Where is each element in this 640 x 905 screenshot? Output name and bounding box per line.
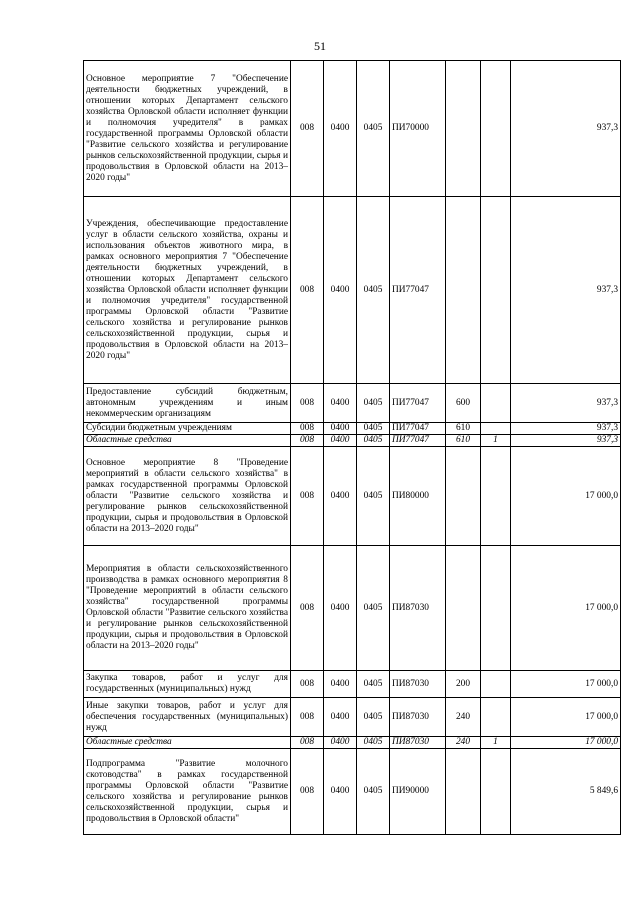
row-source [481, 197, 511, 384]
table-row [84, 698, 621, 737]
row-ministry: 008 [291, 435, 324, 447]
row-source [481, 447, 511, 546]
row-amount: 937,3 [511, 197, 621, 384]
row-program: ПИ80000 [390, 447, 446, 546]
row-program: ПИ90000 [390, 749, 446, 835]
row-section: 0400 [324, 447, 357, 546]
row-amount: 5 849,6 [511, 749, 621, 835]
row-description: Субсидии бюджетным учреждениям [84, 423, 291, 435]
row-subsection: 0405 [357, 698, 390, 737]
row-amount: 937,3 [511, 423, 621, 435]
row-program: ПИ87030 [390, 737, 446, 749]
row-source [481, 749, 511, 835]
row-program: ПИ77047 [390, 423, 446, 435]
row-expense-type: 610 [446, 423, 481, 435]
row-amount: 17 000,0 [511, 546, 621, 671]
row-expense-type [446, 546, 481, 671]
row-description: Учреждения, обеспечивающие предоставление услуг в области сельского хозяйства, охраны и использования объектов животного мира, в рамках основного мероприятия 7 "Обеспечение деятельности бюджетных учреждений, в отношении которых Департамент сельского хозяйства Орловской области исполняет функции и полномочия учредителя" государственной программы Орловской области "Развитие сельского хозяйства и регулирование рынков сельскохозяйственной продукции, сырья и продовольствия в Орловской области на 2013–2020 годы" [84, 197, 291, 384]
row-description: Основное мероприятие 7 "Обеспечение деятельности бюджетных учреждений, в отношении которых Департамент сельского хозяйства Орловской области исполняет функции и полномочия учредителя" в рамках государственной программы Орловской области "Развитие сельского хозяйства и регулирование рынков сельскохозяйственной продукции, сырья и продовольствия в Орловской области на 2013–2020 годы" [84, 61, 291, 197]
row-source [481, 671, 511, 698]
row-expense-type: 200 [446, 671, 481, 698]
budget-table-body [84, 61, 621, 835]
row-amount: 937,3 [511, 61, 621, 197]
row-program: ПИ77047 [390, 435, 446, 447]
row-amount: 937,3 [511, 435, 621, 447]
row-description: Областные средства [84, 737, 291, 749]
row-amount: 17 000,0 [511, 447, 621, 546]
row-ministry: 008 [291, 737, 324, 749]
row-description: Областные средства [84, 435, 291, 447]
row-description: Мероприятия в области сельскохозяйственного производства в рамках основного мероприятия 8 "Проведение мероприятий в области сельского хозяйства" государственной программы Орловской области "Развитие сельского хозяйства и регулирование рынков сельскохозяйственной продукции, сырья и продовольствия в Орловской области на 2013–2020 годы" [84, 546, 291, 671]
row-ministry: 008 [291, 671, 324, 698]
row-amount: 17 000,0 [511, 737, 621, 749]
row-subsection: 0405 [357, 447, 390, 546]
row-section: 0400 [324, 749, 357, 835]
row-ministry: 008 [291, 384, 324, 423]
row-section: 0400 [324, 698, 357, 737]
row-subsection: 0405 [357, 435, 390, 447]
row-expense-type: 600 [446, 384, 481, 423]
row-program: ПИ77047 [390, 384, 446, 423]
row-amount: 17 000,0 [511, 698, 621, 737]
row-section: 0400 [324, 435, 357, 447]
row-section: 0400 [324, 61, 357, 197]
row-expense-type: 240 [446, 737, 481, 749]
row-expense-type [446, 447, 481, 546]
row-source [481, 698, 511, 737]
row-amount: 17 000,0 [511, 671, 621, 698]
row-program: ПИ87030 [390, 546, 446, 671]
row-section: 0400 [324, 737, 357, 749]
row-program: ПИ87030 [390, 698, 446, 737]
table-row [84, 197, 621, 384]
row-amount: 937,3 [511, 384, 621, 423]
table-row [84, 61, 621, 197]
row-expense-type [446, 197, 481, 384]
row-expense-type [446, 61, 481, 197]
table-row [84, 435, 621, 447]
row-ministry: 008 [291, 423, 324, 435]
row-subsection: 0405 [357, 384, 390, 423]
row-subsection: 0405 [357, 423, 390, 435]
table-row [84, 423, 621, 435]
row-source: 1 [481, 435, 511, 447]
row-section: 0400 [324, 423, 357, 435]
row-description: Предоставление субсидий бюджетным, автономным учреждениям и иным некоммерческим организациям [84, 384, 291, 423]
row-subsection: 0405 [357, 749, 390, 835]
row-section: 0400 [324, 671, 357, 698]
row-ministry: 008 [291, 447, 324, 546]
row-ministry: 008 [291, 749, 324, 835]
row-section: 0400 [324, 384, 357, 423]
table-row [84, 447, 621, 546]
table-row [84, 749, 621, 835]
row-source [481, 546, 511, 671]
row-subsection: 0405 [357, 671, 390, 698]
row-source: 1 [481, 737, 511, 749]
table-row [84, 737, 621, 749]
row-description: Иные закупки товаров, работ и услуг для обеспечения государственных (муниципальных) нужд [84, 698, 291, 737]
row-subsection: 0405 [357, 737, 390, 749]
table-row [84, 671, 621, 698]
row-section: 0400 [324, 197, 357, 384]
row-description: Подпрограмма "Развитие молочного скотоводства" в рамках государственной программы Орловской области "Развитие сельского хозяйства и регулирование рынков сельскохозяйственной продукции, сырья и продовольствия в Орловской области" [84, 749, 291, 835]
table-row [84, 546, 621, 671]
row-ministry: 008 [291, 61, 324, 197]
row-ministry: 008 [291, 546, 324, 671]
row-description: Основное мероприятие 8 "Проведение мероприятий в области сельского хозяйства" в рамках государственной программы Орловской области "Развитие сельского хозяйства и регулирование рынков сельскохозяйственной продукции, сырья и продовольствия в Орловской области на 2013–2020 годы" [84, 447, 291, 546]
row-expense-type [446, 749, 481, 835]
row-ministry: 008 [291, 197, 324, 384]
row-program: ПИ70000 [390, 61, 446, 197]
row-source [481, 384, 511, 423]
row-ministry: 008 [291, 698, 324, 737]
row-subsection: 0405 [357, 61, 390, 197]
table-row [84, 384, 621, 423]
row-program: ПИ77047 [390, 197, 446, 384]
row-subsection: 0405 [357, 546, 390, 671]
row-subsection: 0405 [357, 197, 390, 384]
row-expense-type: 610 [446, 435, 481, 447]
row-section: 0400 [324, 546, 357, 671]
page-number: 51 [314, 39, 326, 53]
row-expense-type: 240 [446, 698, 481, 737]
row-program: ПИ87030 [390, 671, 446, 698]
row-source [481, 61, 511, 197]
row-source [481, 423, 511, 435]
budget-table [83, 60, 621, 835]
row-description: Закупка товаров, работ и услуг для государственных (муниципальных) нужд [84, 671, 291, 698]
